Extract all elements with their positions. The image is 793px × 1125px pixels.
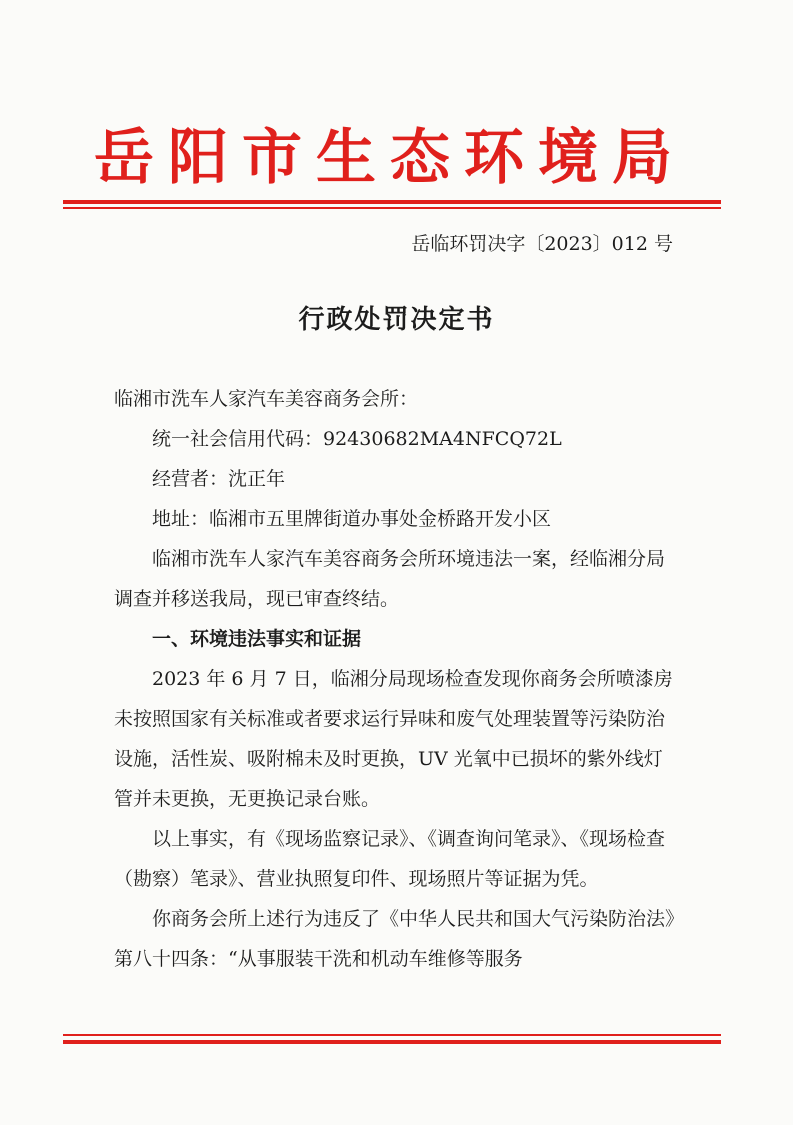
issuing-authority-title: 岳阳市生态环境局 (94, 123, 686, 193)
section-heading: 一、环境违法事实和证据 (152, 628, 362, 650)
facts-paragraph: 2023 年 6 月 7 日，临湘分局现场检查发现你商务会所喷漆房未按照国家有关标准或者要求运行异味和废气处理装置等污染防治设施，活性炭、吸附棉未及时更换，UV 光氧中已损坏的紫外线灯管并未更换，无更换记录台账。 (114, 668, 673, 810)
header-divider-thick (63, 200, 721, 204)
footer-divider-thin (63, 1034, 721, 1036)
evidence-paragraph: 以上事实，有《现场监察记录》、《调查询问笔录》、《现场检查（勘察）笔录》、营业执照复印件、现场照片等证据为凭。 (114, 828, 666, 890)
address-line: 地址：临湘市五里牌街道办事处金桥路开发小区 (152, 508, 552, 530)
intro-paragraph: 临湘市洗车人家汽车美容商务会所环境违法一案，经临湘分局调查并移送我局，现已审查终结。 (114, 548, 666, 610)
document-number: 岳临环罚决字〔2023〕012 号 (411, 233, 673, 255)
header-divider-thin (63, 207, 721, 209)
credit-code-line: 统一社会信用代码：92430682MA4NFCQ72L (152, 428, 562, 450)
violation-paragraph: 你商务会所上述行为违反了《中华人民共和国大气污染防治法》第八十四条：“从事服装干洗和机动车维修等服务 (114, 908, 675, 970)
recipient-line: 临湘市洗车人家汽车美容商务会所： (114, 388, 419, 410)
footer-divider-thick (63, 1040, 721, 1044)
document-body (114, 379, 679, 979)
operator-line: 经营者：沈正年 (152, 468, 286, 490)
document-title: 行政处罚决定书 (298, 305, 495, 335)
